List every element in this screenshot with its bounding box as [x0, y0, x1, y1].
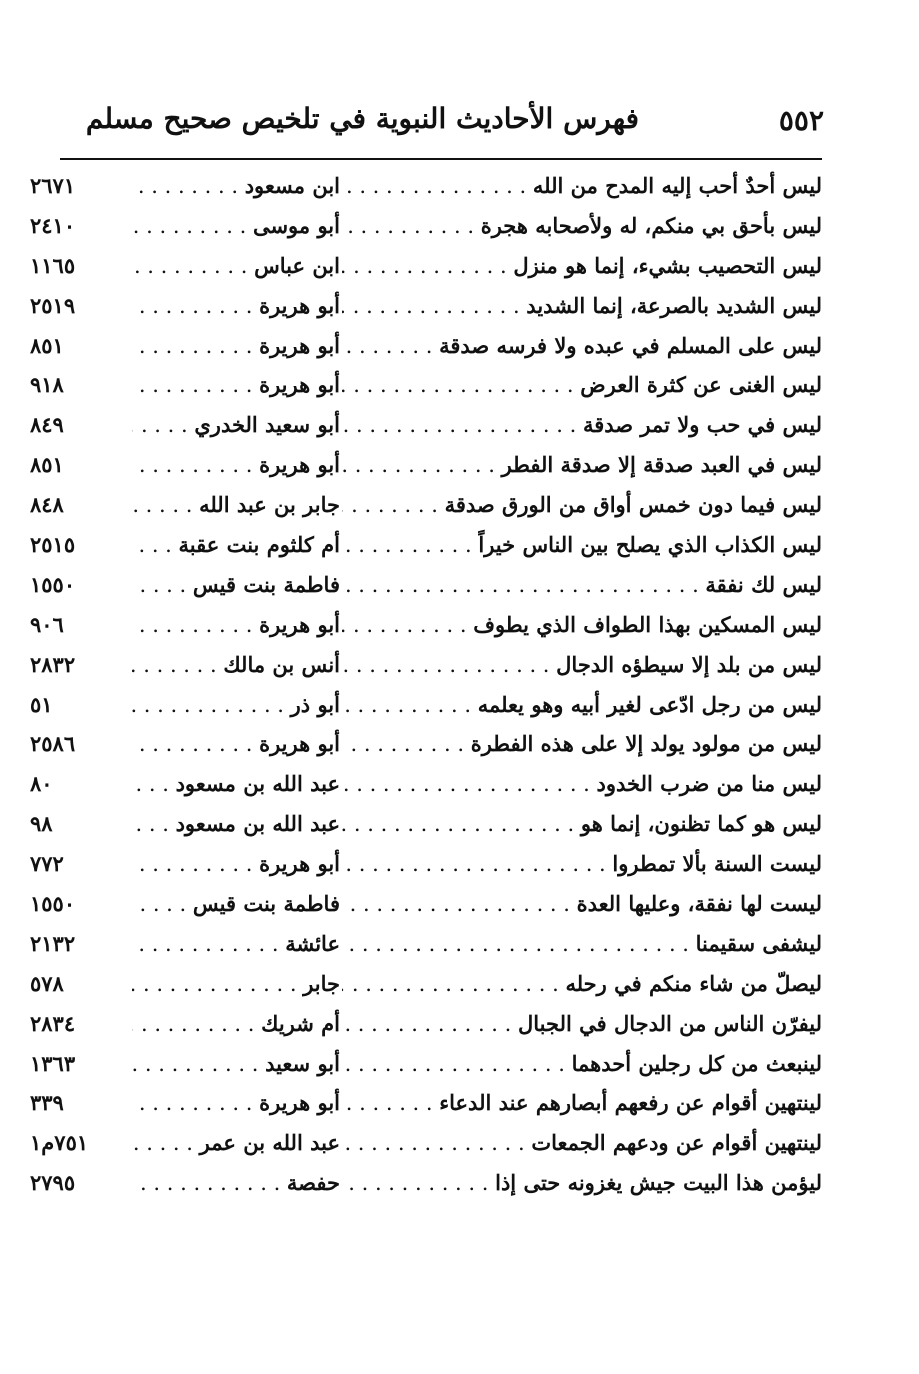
hadith-text: ليؤمن هذا البيت جيش يغزونه حتى إذا . . . [342, 1163, 822, 1203]
hadith-number: ٩١٨ [30, 372, 64, 398]
hadith-number: ١٥٥٠ [30, 891, 76, 917]
hadith-text: لينبعث من كل رجلين أحدهما . . . [342, 1044, 822, 1084]
index-entry [30, 884, 822, 924]
narrator-name: فاطمة بنت قيس . . . [132, 884, 340, 924]
hadith-number: ٢٥٨٦ [30, 731, 76, 757]
narrator-name: ابن عباس . . . [132, 246, 340, 286]
hadith-text: ليس بأحق بي منكم، له ولأصحابه هجرة . . . [342, 206, 822, 246]
index-entry [30, 844, 822, 884]
index-entry [30, 1123, 822, 1163]
hadith-number: ٨٤٨ [30, 492, 64, 518]
hadith-number: ٢٦٧١ [30, 173, 76, 198]
hadith-index-list [30, 166, 822, 1203]
index-entry [30, 206, 822, 246]
hadith-number: ٥١ [30, 691, 53, 717]
narrator-name: عائشة . . . [132, 924, 340, 964]
hadith-text: ليس من مولود يولد إلا على هذه الفطرة . . . [342, 724, 822, 764]
hadith-number: ٢٥١٩ [30, 292, 76, 318]
hadith-number: ٢١٣٢ [30, 930, 76, 956]
hadith-text: ليس من بلد إلا سيطؤه الدجال . . . [342, 645, 822, 685]
index-entry [30, 525, 822, 565]
narrator-name: عبد الله بن مسعود . . . [132, 804, 340, 844]
header-rule [60, 158, 822, 160]
hadith-text: ليس المسكين بهذا الطواف الذي يطوف . . . [342, 605, 822, 645]
hadith-number: ٢٤١٠ [30, 212, 76, 238]
hadith-number: ٨٤٩ [30, 412, 64, 438]
narrator-name: أبو هريرة . . . [132, 605, 340, 645]
hadith-number: ٨٥١ [30, 452, 64, 478]
narrator-name: أبو هريرة . . . [132, 365, 340, 405]
hadith-text: ليس منا من ضرب الخدود . . . [342, 764, 822, 804]
hadith-text: ليس من رجل ادّعى لغير أبيه وهو يعلمه . . . [342, 685, 822, 725]
index-entry [30, 964, 822, 1004]
hadith-number: ٥٧٨ [30, 970, 64, 996]
index-entry [30, 286, 822, 326]
hadith-number: ٩٨ [30, 811, 53, 837]
hadith-text: لينتهين أقوام عن رفعهم أبصارهم عند الدعاء . . . [342, 1083, 822, 1123]
narrator-name: جابر بن عبد الله . . . [132, 485, 340, 525]
index-entry [30, 764, 822, 804]
narrator-name: أبو سعيد . . . [132, 1044, 340, 1084]
hadith-text: ليس الغنى عن كثرة العرض . . . [342, 365, 822, 405]
narrator-name: أبو ذر . . . [132, 685, 340, 725]
hadith-text: ليس الكذاب الذي يصلح بين الناس خيراً . . . [342, 525, 822, 565]
hadith-text: ليس لك نفقة . . . [342, 565, 822, 605]
hadith-text: ليس التحصيب بشيء، إنما هو منزل . . . [342, 246, 822, 286]
narrator-name: أبو هريرة . . . [132, 1083, 340, 1123]
hadith-text: ليس في العبد صدقة إلا صدقة الفطر . . . [342, 445, 822, 485]
index-entry [30, 246, 822, 286]
hadith-text: ليس أحدٌ أحب إليه المدح من الله . . . [342, 166, 822, 206]
narrator-name: عبد الله بن عمر . . . [132, 1123, 340, 1163]
hadith-number: ١٣٦٣ [30, 1050, 76, 1076]
narrator-name: عبد الله بن مسعود . . . [132, 764, 340, 804]
narrator-name: أبو هريرة . . . [132, 286, 340, 326]
hadith-text: ليس في حب ولا تمر صدقة . . . [342, 405, 822, 445]
index-entry [30, 724, 822, 764]
index-entry [30, 485, 822, 525]
index-entry [30, 645, 822, 685]
hadith-number: ٧٧٢ [30, 851, 64, 877]
index-entry [30, 405, 822, 445]
hadith-number: ١٥٥٠ [30, 571, 76, 597]
index-entry [30, 166, 822, 206]
narrator-name: أنس بن مالك . . . [132, 645, 340, 685]
hadith-text: ليست السنة بألا تمطروا . . . [342, 844, 822, 884]
narrator-name: أبو سعيد الخدري . . . [132, 405, 340, 445]
page-header [60, 100, 824, 148]
index-entry [30, 445, 822, 485]
page-number: ٥٥٢ [778, 104, 824, 137]
index-entry [30, 565, 822, 605]
hadith-number: ٧٥١م١ [30, 1130, 89, 1156]
index-entry [30, 365, 822, 405]
hadith-text: لينتهين أقوام عن ودعهم الجمعات . . . [342, 1123, 822, 1163]
hadith-number: ٩٠٦ [30, 611, 64, 637]
narrator-name: أبو هريرة . . . [132, 844, 340, 884]
index-entry [30, 1044, 822, 1084]
hadith-number: ٢٨٣٤ [30, 1010, 76, 1036]
hadith-text: ليس الشديد بالصرعة، إنما الشديد . . . [342, 286, 822, 326]
narrator-name: أبو هريرة . . . [132, 724, 340, 764]
index-entry [30, 326, 822, 366]
index-entry [30, 605, 822, 645]
hadith-number: ٨٥١ [30, 332, 64, 358]
hadith-text: ليس على المسلم في عبده ولا فرسه صدقة . . . [342, 326, 822, 366]
hadith-text: ليس فيما دون خمس أواق من الورق صدقة . . . [342, 485, 822, 525]
narrator-name: أبو موسى . . . [132, 206, 340, 246]
index-entry [30, 1163, 822, 1203]
narrator-name: أم شريك . . . [132, 1004, 340, 1044]
page-title: فهرس الأحاديث النبوية في تلخيص صحيح مسلم [85, 102, 639, 135]
hadith-text: ليصلّ من شاء منكم في رحله . . . [342, 964, 822, 1004]
hadith-text: ليفرّن الناس من الدجال في الجبال . . . [342, 1004, 822, 1044]
index-entry [30, 924, 822, 964]
narrator-name: أبو هريرة . . . [132, 326, 340, 366]
index-entry [30, 685, 822, 725]
narrator-name: جابر . . . [132, 964, 340, 1004]
hadith-number: ٨٠ [30, 771, 53, 797]
hadith-number: ٣٣٩ [30, 1090, 64, 1116]
narrator-name: أم كلثوم بنت عقبة . . . [132, 525, 340, 565]
narrator-name: أبو هريرة . . . [132, 445, 340, 485]
hadith-text: ليشفى سقيمنا . . . [342, 924, 822, 964]
index-entry [30, 1083, 822, 1123]
index-entry [30, 804, 822, 844]
narrator-name: حفصة . . . [132, 1163, 340, 1203]
hadith-text: ليست لها نفقة، وعليها العدة . . . [342, 884, 822, 924]
hadith-text: ليس هو كما تظنون، إنما هو . . . [342, 804, 822, 844]
index-entry [30, 1004, 822, 1044]
narrator-name: ابن مسعود . . . [132, 166, 340, 206]
hadith-number: ٢٥١٥ [30, 532, 76, 558]
hadith-number: ٢٧٩٥ [30, 1170, 76, 1196]
hadith-number: ١١٦٥ [30, 252, 76, 278]
narrator-name: فاطمة بنت قيس . . . [132, 565, 340, 605]
hadith-number: ٢٨٣٢ [30, 651, 76, 677]
